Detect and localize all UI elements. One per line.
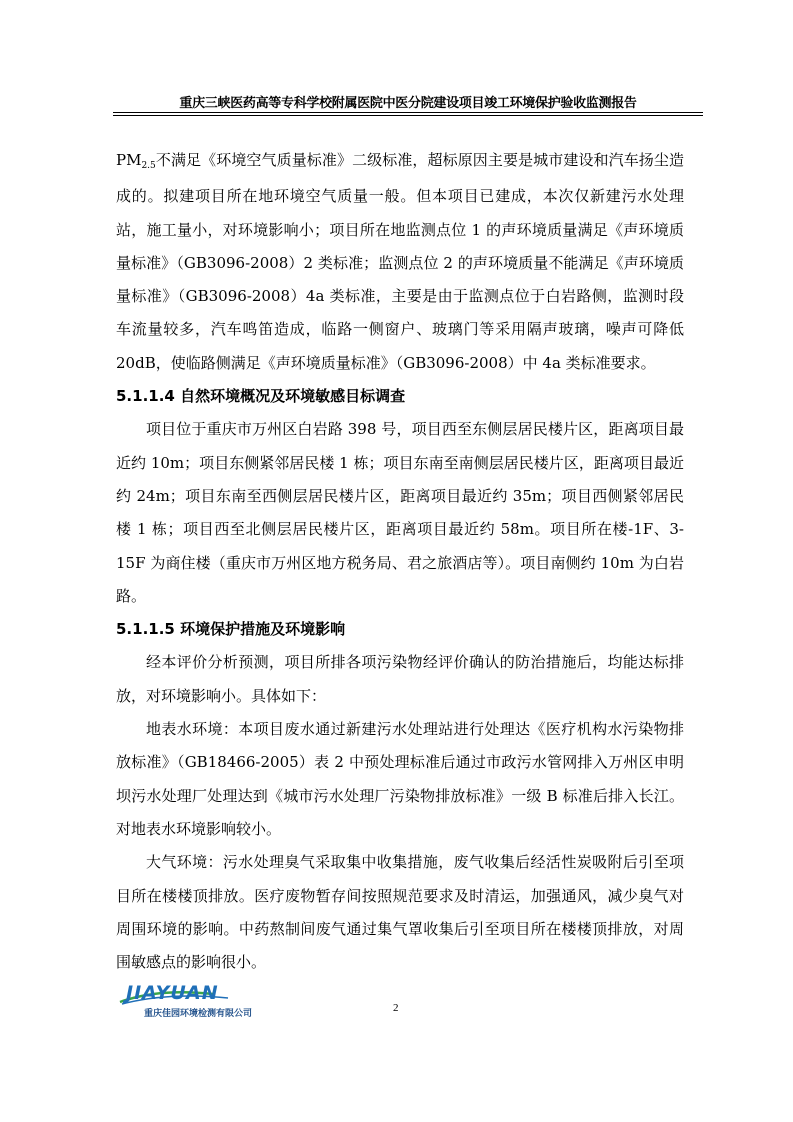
page-number: 2 [393, 1002, 399, 1014]
paragraph-location: 项目位于重庆市万州区白岩路 398 号，项目西至东侧层居民楼片区，距离项目最近约 10m；项目东侧紧邻居民楼 1 栋；项目东南至南侧层居民楼片区，距离项目最近约 24m；项目东南至西侧层居民楼片区，距离项目最近约 35m；项目西侧紧邻居民楼 1 栋；项目西至北侧层居民楼片区，距离项目最近约 58m。项目所在楼-1F、3-15F 为商住楼（重庆市万州区地方税务局、君之旅酒店等）。项目南侧约 10m 为白岩路。 [116, 420, 684, 605]
report-header-title: 重庆三峡医药高等专科学校附属医院中医分院建设项目竣工环境保护验收监测报告 [179, 96, 637, 111]
pm-label: PM [116, 151, 142, 169]
logo-wordmark: JIAYUAN [126, 982, 219, 1004]
header-rule [113, 112, 703, 113]
paragraph-air-noise [116, 144, 684, 380]
section-heading-5-1-1-5: 5.1.1.5 环境保护措施及环境影响 [116, 620, 346, 639]
paragraph-text: 不满足《环境空气质量标准》二级标准，超标原因主要是城市建设和汽车扬尘造成的。拟建项目所在地环境空气质量一般。但本项目已建成，本次仅新建污水处理站，施工量小，对环境影响小；项目所在地监测点位 1 的声环境质量满足《声环境质量标准》（GB3096-2008）2 类标准；监测点位 2 的声环境质量不能满足《声环境质量标准》（GB3096-2008）4a 类标准，主要是由于监测点位于白岩路侧，监测时段车流量较多，汽车鸣笛造成，临路一侧窗户、玻璃门等采用隔声玻璃，噪声可降低 20dB，使临路侧满足《声环境质量标准》（GB3096-2008）中 4a 类标准要求。 [116, 151, 684, 372]
company-logo [118, 982, 278, 1020]
paragraph-assessment: 经本评价分析预测，项目所排各项污染物经评价确认的防治措施后，均能达标排放，对环境影响小。具体如下： [116, 653, 684, 705]
pm-subscript: 2.5 [141, 161, 156, 171]
company-name: 重庆佳园环境检测有限公司 [144, 1009, 253, 1019]
section-heading-5-1-1-4: 5.1.1.4 自然环境概况及环境敏感目标调查 [116, 387, 406, 406]
paragraph-surface-water: 地表水环境：本项目废水通过新建污水处理站进行处理达《医疗机构水污染物排放标准》（GB18466-2005）表 2 中预处理标准后通过市政污水管网排入万州区申明坝污水处理厂处理达到《城市污水处理厂污染物排放标准》一级 B 标准后排入长江。对地表水环境影响较小。 [116, 720, 684, 838]
paragraph-atmosphere: 大气环境：污水处理臭气采取集中收集措施，废气收集后经活性炭吸附后引至项目所在楼楼顶排放。医疗废物暂存间按照规范要求及时清运，加强通风，减少臭气对周围环境的影响。中药熬制间废气通过集气罩收集后引至项目所在楼楼顶排放，对周围敏感点的影响很小。 [116, 853, 684, 972]
header-rule-thin [113, 115, 703, 116]
report-body [116, 144, 684, 979]
